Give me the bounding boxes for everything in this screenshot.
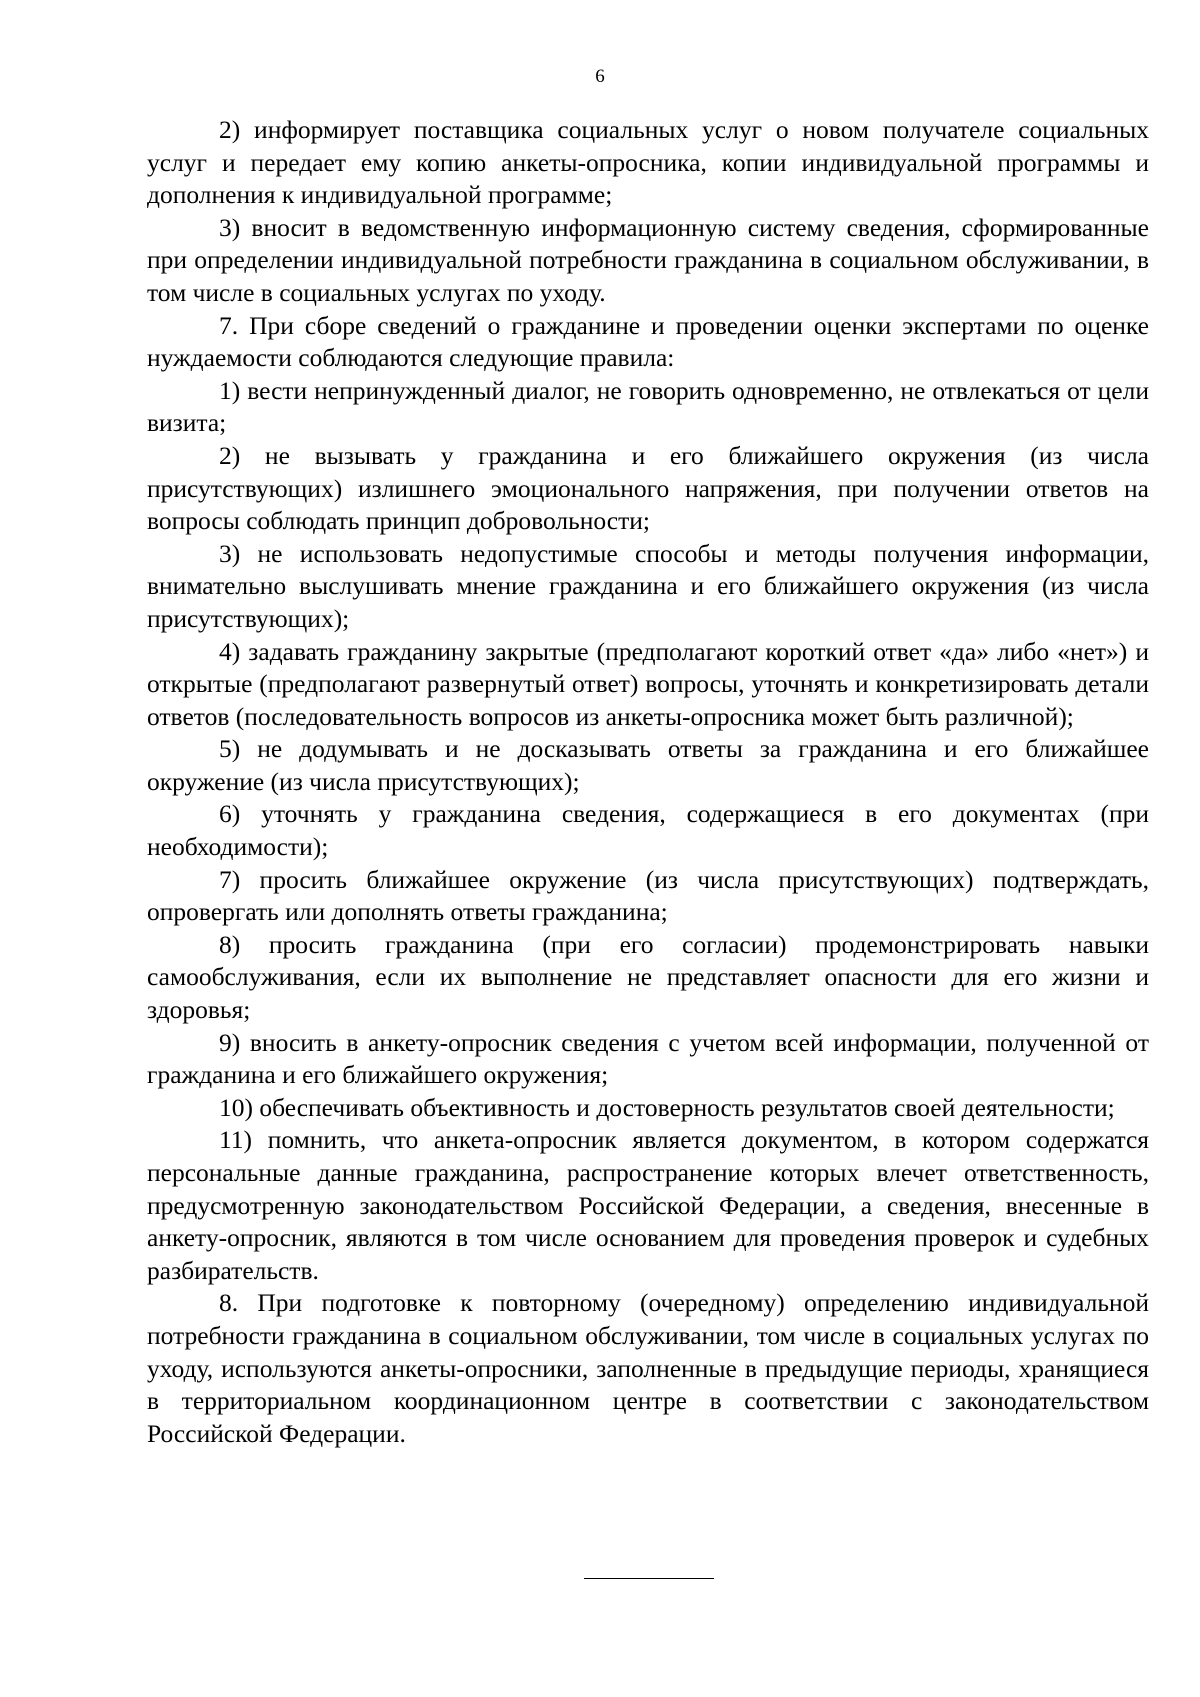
paragraph-7-11: 11) помнить, что анкета-опросник является документом, в котором содержатся персональные данные гражданина, распространение которых влечет ответственность, предусмотренную законодательством Российской Федерации, а сведения, внесенные в анкету-опросник, являются в том числе основанием для проведения проверок и судебных разбирательств. <box>147 1125 1149 1285</box>
paragraph-7-3: 3) не использовать недопустимые способы и методы получения информации, внимательно выслушивать мнение гражданина и его ближайшего окружения (из числа присутствующих); <box>147 538 1149 633</box>
paragraph-6-2: 2) информирует поставщика социальных услуг о новом получателе социальных услуг и передает ему копию анкеты-опросника, копии индивидуальной программы и дополнения к индивидуальной программе; <box>147 115 1149 210</box>
paragraph-7-2: 2) не вызывать у гражданина и его ближайшего окружения (из числа присутствующих) излишнего эмоционального напряжения, при получении ответов на вопросы соблюдать принцип добровольности; <box>147 440 1149 536</box>
paragraph-7-9: 9) вносить в анкету-опросник сведения с учетом всей информации, полученной от гражданина и его ближайшего окружения; <box>147 1027 1149 1090</box>
paragraph-7: 7. При сборе сведений о гражданине и проведении оценки экспертами по оценке нуждаемости соблюдаются следующие правила: <box>147 310 1149 373</box>
paragraph-7-4: 4) задавать гражданину закрытые (предполагают короткий ответ «да» либо «нет») и открытые (предполагают развернутый ответ) вопросы, уточнять и конкретизировать детали ответов (последовательность вопросов из анкеты-опросника может быть различной); <box>147 636 1149 731</box>
document-body <box>147 114 1149 1450</box>
paragraph-7-7: 7) просить ближайшее окружение (из числа присутствующих) подтверждать, опровергать или дополнять ответы гражданина; <box>147 864 1149 927</box>
paragraph-7-6: 6) уточнять у гражданина сведения, содержащиеся в его документах (при необходимости); <box>147 799 1149 862</box>
paragraph-6-3: 3) вносит в ведомственную информационную систему сведения, сформированные при определении индивидуальной потребности гражданина в социальном обслуживании, в том числе в социальных услугах по уходу. <box>147 212 1149 307</box>
page-number: 6 <box>595 66 605 87</box>
paragraph-7-5: 5) не додумывать и не досказывать ответы за гражданина и его ближайшее окружение (из числа присутствующих); <box>147 734 1149 796</box>
paragraph-7-10: 10) обеспечивать объективность и достоверность результатов своей деятельности; <box>219 1092 1115 1122</box>
paragraph-7-1: 1) вести непринужденный диалог, не говорить одновременно, не отвлекаться от цели визита; <box>147 375 1149 438</box>
end-of-document-rule <box>584 1578 714 1579</box>
paragraph-8: 8. При подготовке к повторному (очередному) определению индивидуальной потребности гражданина в социальном обслуживании, том числе в социальных услугах по уходу, используются анкеты-опросники, заполненные в предыдущие периоды, хранящиеся в территориальном координационном центре в соответствии с законодательством Российской Федерации. <box>147 1288 1149 1448</box>
paragraph-7-8: 8) просить гражданина (при его согласии) продемонстрировать навыки самообслуживания, если их выполнение не представляет опасности для его жизни и здоровья; <box>147 929 1149 1025</box>
